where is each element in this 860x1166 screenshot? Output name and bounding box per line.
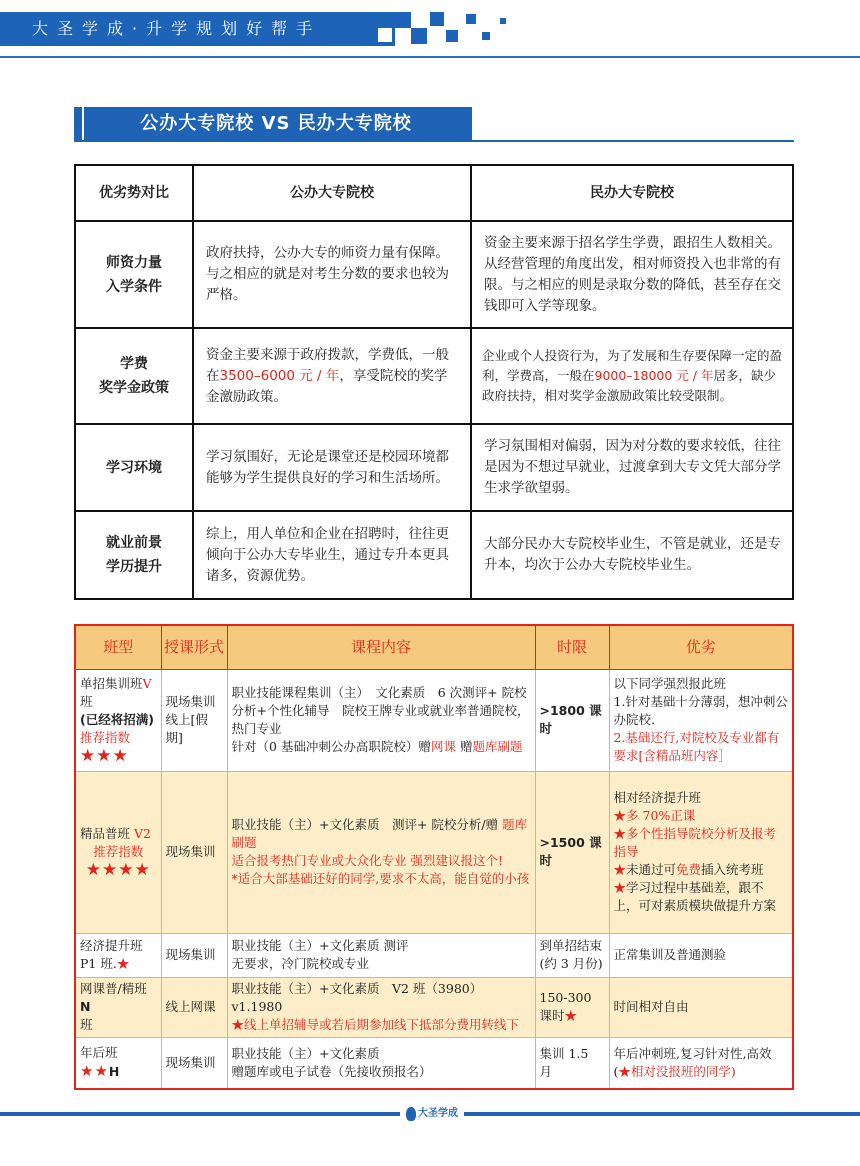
- course-name-cell: [75, 669, 161, 771]
- decor-square: [446, 30, 458, 42]
- course-code: V2: [134, 826, 151, 841]
- time-text: [540, 1007, 605, 1025]
- header-cell: 民办大专院校: [471, 165, 793, 221]
- advantage-highlight: 多个性指导院校分析及报考指导: [613, 826, 777, 859]
- fee-highlight: 3500–6000 元 / 年: [219, 367, 340, 384]
- cell-text: 居多，缺少政府扶持，相对奖学金激励政策比较受限制。: [482, 368, 776, 403]
- recommend-stars: ★★★: [80, 746, 129, 766]
- content-highlight: 题库刷题: [231, 817, 528, 850]
- table-row: [75, 511, 793, 599]
- course-name-cell: [75, 771, 161, 933]
- course-name-text: P1 班.: [80, 956, 117, 971]
- advantage-text: 相对经济提升班: [613, 790, 702, 805]
- table-row: [75, 328, 793, 424]
- advantage-cell: [609, 669, 793, 771]
- table-row: [75, 669, 793, 771]
- advantage-cell: [609, 1037, 793, 1089]
- cell-text: 企业或个人投资行为，为了发展和生存要保障一定的盈利，学费高，一般在: [482, 348, 783, 383]
- time-text: (约 3 月份): [539, 956, 603, 971]
- decor-square: [411, 28, 427, 44]
- content-text: [232, 1016, 531, 1034]
- advantage-text: 年后冲刺班,复习针对性,高效: [613, 1045, 772, 1061]
- recommend-label: 推荐指数: [93, 844, 144, 859]
- private-cell: 学习氛围相对偏弱，因为对分数的要求较低，往往是因为不想过早就业，过渡拿到大专文凭大部分学生求学欲望弱。: [471, 424, 793, 511]
- course-name-text: 年后班: [80, 1045, 118, 1061]
- mode-text: 线上[假期]: [165, 712, 208, 745]
- logo-icon: [406, 1107, 416, 1121]
- section-title-underline: [74, 140, 794, 142]
- row-label: [75, 511, 193, 599]
- decor-square: [500, 18, 506, 24]
- content-cell: [227, 933, 535, 977]
- header-band: [0, 0, 860, 60]
- content-part: 职业技能（主）+文化素质 测评+ 院校分析/赠: [231, 817, 499, 832]
- course-name: [80, 955, 157, 973]
- content-text: 职业技能（主）+文化素质: [231, 1045, 380, 1061]
- header-cell: 班型: [75, 625, 161, 669]
- course-name-cell: [75, 977, 161, 1037]
- advantage-cell: [609, 771, 793, 933]
- comparison-table: [74, 164, 794, 600]
- advantage-text: [614, 861, 789, 879]
- header-cell: 优劣: [609, 625, 793, 669]
- content-highlight: 线上单招辅导或若后期参加线下抵部分费用转线下: [244, 1017, 520, 1032]
- table-row: [75, 221, 793, 328]
- content-text: 职业技能（主）+文化素质 V2 班（3980） v1.1980: [231, 981, 489, 1014]
- row-label: [75, 328, 193, 424]
- header-slogan: 大圣学成·升学规划好帮手: [32, 19, 322, 38]
- recommend-stars: ★★★★: [85, 860, 151, 880]
- course-name-text: 单招集训班: [80, 676, 143, 691]
- course-name: 班: [80, 1017, 93, 1032]
- fee-highlight: 9000–18000 元 / 年: [594, 368, 714, 383]
- table-row: [75, 771, 793, 933]
- row-label-line: 入学条件: [106, 278, 162, 295]
- star-icon: ★: [613, 826, 627, 841]
- section-title-bar: [74, 107, 472, 140]
- row-label-line: 学费: [120, 356, 148, 372]
- mode-cell: 现场集训: [161, 933, 227, 977]
- row-label: 学习环境: [75, 424, 193, 511]
- time-cell: [535, 933, 609, 977]
- content-cell: [227, 1037, 535, 1089]
- table-row: [75, 1037, 793, 1089]
- time-cell: >1500 课时: [535, 771, 609, 933]
- advantage-highlight: 多 70%正课: [626, 808, 696, 823]
- private-cell: 资金主要来源于招名学生学费，跟招生人数相关。从经营管理的角度出发，相对师资投入也非常的有限。与之相应的则是录取分数的降低，甚至存在交钱即可入学等现象。: [471, 221, 793, 328]
- content-part: 赠: [459, 739, 473, 754]
- advantage-cell: 正常集训及普通测验: [609, 933, 793, 977]
- advantage-part: 学习过程中基础差，跟不上，可对素质模块做提升方案: [613, 880, 777, 913]
- table-row: [75, 424, 793, 511]
- time-cell: [535, 977, 609, 1037]
- row-label-line: 就业前景: [106, 535, 162, 551]
- time-cell: 集训 1.5 月: [535, 1037, 609, 1089]
- advantage-part: 未通过可: [626, 862, 677, 877]
- table-row: [75, 933, 793, 977]
- advantage-text: [614, 825, 789, 861]
- course-name: 经济提升班: [80, 938, 143, 953]
- mode-cell: [161, 669, 227, 771]
- content-highlight: 题库刷题: [472, 739, 523, 754]
- star-icon: ★: [613, 862, 627, 877]
- header-cell: 时限: [535, 625, 609, 669]
- star-icon: ★: [116, 956, 130, 971]
- decor-square: [482, 32, 490, 40]
- advantage-text: 2.基础还行,对院校及专业都有要求[含精品班内容］: [613, 730, 780, 763]
- time-text: 到单招结束: [539, 938, 603, 953]
- header-rule: [0, 56, 860, 58]
- course-code: N: [80, 999, 91, 1014]
- advantage-text: [614, 807, 789, 825]
- footer-logo: [400, 1103, 464, 1125]
- content-text: 职业技能（主）+文化素质 测评: [231, 938, 409, 953]
- mode-cell: 线上网课: [161, 977, 227, 1037]
- time-text: 150-300: [539, 990, 592, 1005]
- section-title: 公办大专院校 VS 民办大专院校: [140, 113, 412, 134]
- row-label-line: 学历提升: [106, 559, 162, 575]
- content-cell: [227, 669, 535, 771]
- advantage-part: (: [613, 1063, 619, 1079]
- star-icon: ★: [231, 1017, 245, 1032]
- course-name: [80, 980, 157, 1016]
- row-label: [75, 221, 193, 328]
- advantage-part: 插入统考班: [701, 862, 764, 877]
- star-icon: ★: [618, 1063, 631, 1079]
- table-header-row: [75, 165, 793, 221]
- content-cell: [227, 771, 535, 933]
- course-name: [80, 675, 157, 693]
- star-icon: ★★: [80, 1062, 109, 1081]
- course-header-row: [75, 625, 793, 669]
- mode-cell: 现场集训: [161, 1037, 227, 1089]
- cell-text: 资金主要来源于政府拨款，学费低，一般在: [206, 346, 449, 384]
- course-name-cell: [75, 933, 161, 977]
- content-highlight: 网课: [430, 739, 456, 754]
- mode-cell: 现场集训: [161, 771, 227, 933]
- course-note: (已经将招满): [80, 712, 154, 727]
- star-icon: ★: [564, 1008, 578, 1023]
- advantage-highlight: 免费: [676, 862, 702, 877]
- advantage-highlight: 相对没报班的同学): [630, 1063, 736, 1079]
- content-text: 适合报考热门专业或大众化专业 强烈建议报这个!: [231, 853, 503, 868]
- decor-square: [466, 14, 476, 24]
- course-name: 班: [80, 694, 93, 709]
- decor-square: [395, 12, 411, 28]
- advantage-text: 以下同学强烈报此班: [613, 676, 727, 691]
- course-code: H: [108, 1064, 120, 1080]
- header-cell: 课程内容: [227, 625, 535, 669]
- private-cell: 大部分民办大专院校毕业生，不管是就业，还是专升本，均次于公办大专院校毕业生。: [471, 511, 793, 599]
- advantage-text: 1.针对基础十分薄弱，想冲刺公办院校.: [613, 694, 788, 727]
- content-text: 赠题库或电子试卷（先接收预报名）: [231, 1063, 432, 1079]
- course-name: [80, 825, 157, 843]
- advantage-text: [614, 879, 789, 915]
- decor-square: [430, 12, 444, 26]
- content-text: 无要求，冷门院校或专业: [231, 956, 370, 971]
- course-name-text: 网课普/精班: [80, 981, 147, 996]
- decor-square: [378, 28, 392, 42]
- mode-text: 现场集训: [165, 694, 216, 709]
- public-cell: 学习氛围好，无论是课堂还是校园环境都能够为学生提供良好的学习和生活场所。: [193, 424, 471, 511]
- public-cell: 综上，用人单位和企业在招聘时，往往更倾向于公办大专毕业生，通过专升本更具诸多，资源优势。: [193, 511, 471, 599]
- footer-logo-text: 大圣学成: [418, 1108, 458, 1119]
- recommend-label: 推荐指数: [80, 730, 131, 745]
- content-text: *适合大部基础还好的同学,要求不太高，能自觉的小孩: [231, 871, 530, 886]
- star-icon: ★: [613, 808, 627, 823]
- time-cell: >1800 课时: [535, 669, 609, 771]
- content-cell: [227, 977, 535, 1037]
- header-cell: 优劣势对比: [75, 165, 193, 221]
- course-name-cell: [75, 1037, 161, 1089]
- course-name-text: 精品普班: [80, 826, 131, 841]
- content-part: 针对（0 基础冲刺公办高职院校）赠: [231, 739, 431, 754]
- advantage-cell: 时间相对自由: [609, 977, 793, 1037]
- public-cell: [193, 328, 471, 424]
- public-cell: 政府扶持，公办大专的师资力量有保障。与之相应的就是对考生分数的要求也较为严格。: [193, 221, 471, 328]
- header-cell: 公办大专院校: [193, 165, 471, 221]
- row-label-line: 师资力量: [106, 254, 162, 271]
- cell-text: ，享受院校的奖学金激励政策。: [206, 367, 448, 405]
- course-code: V: [142, 676, 152, 691]
- header-cell: 授课形式: [161, 625, 227, 669]
- row-label-line: 奖学金政策: [99, 380, 169, 396]
- time-part: 课时: [539, 1008, 565, 1023]
- advantage-text: [614, 1063, 789, 1081]
- private-cell: [471, 328, 793, 424]
- star-icon: ★: [613, 880, 627, 895]
- content-text: 职业技能课程集训（主） 文化素质 6 次测评+ 院校分析+个性化辅导 院校王牌专业或就业率普通院校，热门专业: [231, 685, 530, 736]
- content-text: [232, 738, 531, 756]
- content-text: [232, 816, 531, 852]
- course-table: [74, 624, 794, 1090]
- table-row: [75, 977, 793, 1037]
